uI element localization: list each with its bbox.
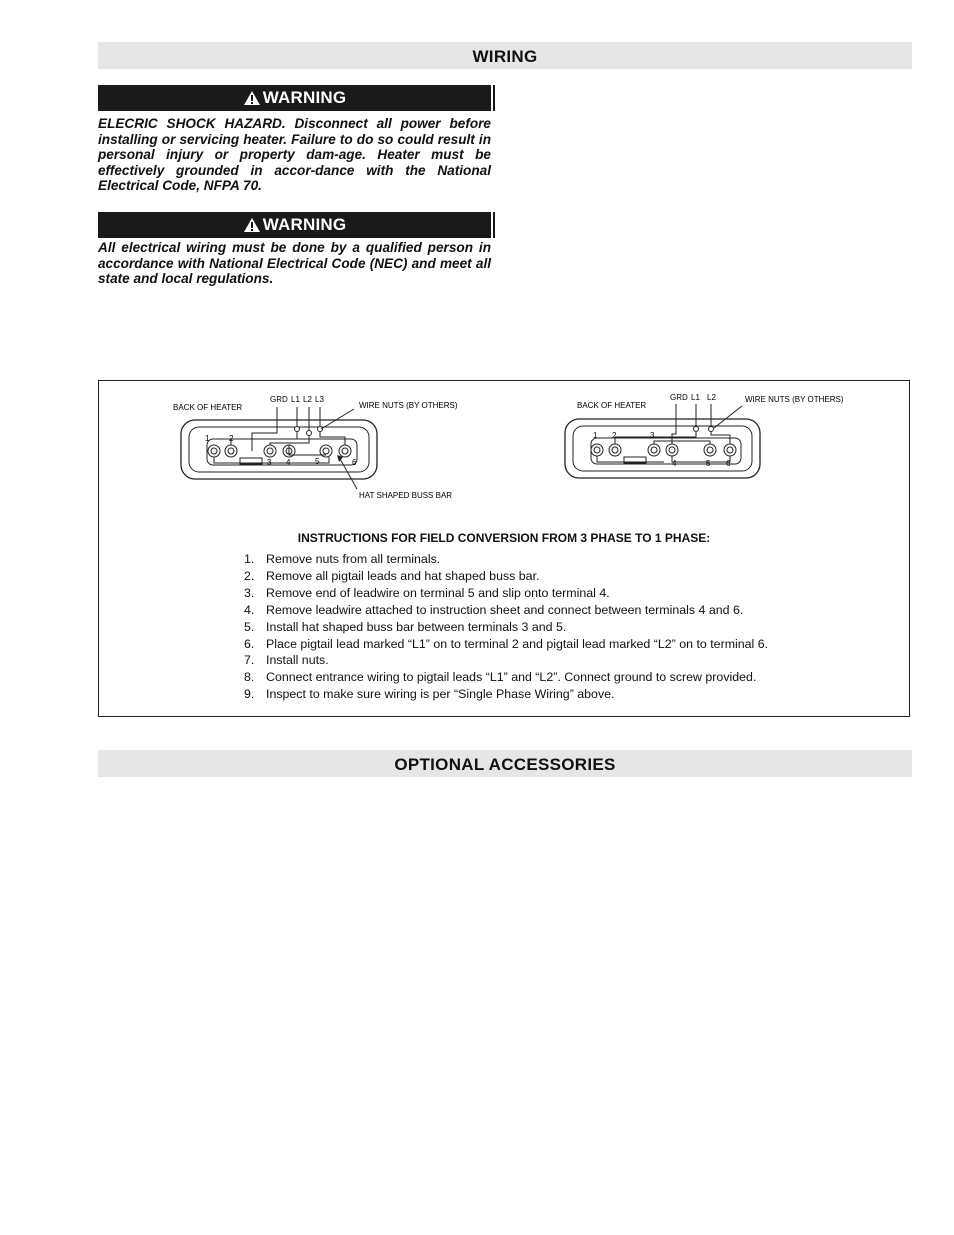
step-number: 3.: [244, 585, 255, 600]
step-text: Install hat shaped buss bar between terminals 3 and 5.: [266, 619, 567, 634]
grd-label: GRD: [270, 395, 288, 404]
wire-nuts-label: WIRE NUTS (BY OTHERS): [359, 401, 458, 410]
back-of-heater-label: BACK OF HEATER: [173, 403, 243, 412]
pigtail-lead-2: [270, 436, 309, 445]
wire-nuts-pointer: [714, 406, 742, 428]
warning-label-1: WARNING: [262, 88, 347, 107]
step-number: 9.: [244, 687, 255, 702]
terminal-label-3: 3: [650, 431, 655, 440]
l2-label: L2: [707, 393, 716, 402]
warning-banner-2: [98, 212, 493, 238]
step-text: Remove leadwire attached to instruction sheet and connect between terminals 4 and 6.: [266, 602, 744, 617]
instruction-step: [244, 652, 768, 669]
l1-label: L1: [691, 393, 700, 402]
instruction-step: [244, 686, 768, 703]
step-text: Inspect to make sure wiring is per “Single Phase Wiring” above.: [266, 687, 615, 702]
terminal-1: [208, 445, 220, 457]
step-number: 8.: [244, 670, 255, 685]
terminal-label-6: 6: [726, 459, 731, 468]
terminal-label-5: 5: [315, 457, 320, 466]
leadwire-4-6: [672, 456, 730, 462]
wire-nuts-pointer: [321, 409, 354, 429]
terminal-label-6: 6: [352, 458, 357, 467]
terminal-6: [724, 444, 736, 456]
l2-label: L2: [303, 395, 312, 404]
terminal-2: [225, 445, 237, 457]
instructions-title: INSTRUCTIONS FOR FIELD CONVERSION FROM 3 PHASE TO 1 PHASE:: [297, 531, 711, 545]
terminal-label-1: 1: [593, 431, 598, 440]
step-number: 1.: [244, 552, 255, 566]
wire-nut-2: [307, 431, 312, 436]
terminal-3: [648, 444, 660, 456]
buss-bar-shape: [654, 441, 710, 444]
step-text: Place pigtail lead marked “L1” on to terminal 2 and pigtail lead marked “L2” on to terminal 6.: [266, 636, 769, 651]
terminal-3: [264, 445, 276, 457]
instruction-step: [244, 669, 768, 686]
terminal-label-4: 4: [672, 459, 677, 468]
terminal-6-stud: [342, 448, 348, 454]
terminal-label-5: 5: [706, 459, 711, 468]
terminal-4: [666, 444, 678, 456]
terminal-4-stud: [669, 447, 675, 453]
back-of-heater-label: BACK OF HEATER: [577, 401, 647, 410]
wire-nut-1: [694, 427, 699, 432]
step-number: 5.: [244, 619, 255, 634]
optional-accessories-title: OPTIONAL ACCESSORIES: [394, 755, 616, 774]
instruction-step: [244, 619, 768, 636]
step-number: 2.: [244, 568, 255, 583]
warning-triangle-icon: [243, 217, 261, 233]
wire-nut-2: [709, 427, 714, 432]
grd-label: GRD: [670, 393, 688, 402]
terminal-2-stud: [612, 447, 618, 453]
warning-label-2: WARNING: [262, 215, 347, 234]
terminal-6: [339, 445, 351, 457]
terminal-label-1: 1: [205, 434, 210, 443]
instruction-step: [244, 636, 768, 653]
l1-label: L1: [291, 395, 300, 404]
warning-banner-1: [98, 85, 493, 111]
terminal-label-4: 4: [286, 458, 291, 467]
step-text: Install nuts.: [266, 653, 329, 668]
buss-bar-label: HAT SHAPED BUSS BAR: [359, 491, 453, 500]
wiring-title: WIRING: [472, 47, 538, 66]
terminal-3-stud: [267, 448, 273, 454]
terminal-label-2: 2: [612, 431, 617, 440]
three-phase-wiring-diagram: [169, 389, 469, 504]
optional-accessories-header: [98, 750, 912, 777]
instruction-step: [244, 551, 768, 568]
instruction-step: [244, 585, 768, 602]
terminal-2: [609, 444, 621, 456]
step-number: 7.: [244, 653, 255, 668]
terminal-5-stud: [707, 447, 713, 453]
warning-triangle-icon: [243, 90, 261, 106]
wiring-section-header: [98, 42, 912, 69]
warning-text-1: ELECRIC SHOCK HAZARD. Disconnect all power before installing or servicing heater. Failure to do so could result in personal injury or property dam-age. Heater must be effectively grounded in accor-dance with the National Electrical Code, NFPA 70.: [98, 116, 491, 194]
terminal-label-2: 2: [229, 434, 234, 443]
step-number: 4.: [244, 602, 255, 617]
single-phase-wiring-diagram: [564, 388, 874, 483]
warning-text-2: All electrical wiring must be done by a qualified person in accordance with National Electrical Code (NEC) and meet all state and local regulations.: [98, 240, 491, 287]
instructions-list: [244, 551, 768, 703]
bottom-leadwire: [214, 457, 329, 463]
terminal-6-stud: [727, 447, 733, 453]
terminal-1-stud: [594, 447, 600, 453]
terminal-5-stud: [323, 448, 329, 454]
step-text: Remove all pigtail leads and hat shaped buss bar.: [266, 568, 540, 583]
instruction-step: [244, 568, 768, 585]
terminal-5: [704, 444, 716, 456]
step-text: Remove nuts from all terminals.: [266, 552, 441, 566]
terminal-1-stud: [211, 448, 217, 454]
step-text: Connect entrance wiring to pigtail leads “L1” and “L2”. Connect ground to screw provided.: [266, 670, 757, 685]
terminal-2-stud: [228, 448, 234, 454]
wire-nut-1: [295, 427, 300, 432]
terminal-label-3: 3: [267, 458, 272, 467]
step-text: Remove end of leadwire on terminal 5 and slip onto terminal 4.: [266, 585, 610, 600]
terminal-1: [591, 444, 603, 456]
ground-lead: [252, 407, 277, 451]
wiring-diagram-box: [98, 380, 910, 717]
instruction-step: [244, 602, 768, 619]
wire-nuts-label: WIRE NUTS (BY OTHERS): [745, 395, 844, 404]
l3-label: L3: [315, 395, 324, 404]
step-number: 6.: [244, 636, 255, 651]
terminal-3-stud: [651, 447, 657, 453]
